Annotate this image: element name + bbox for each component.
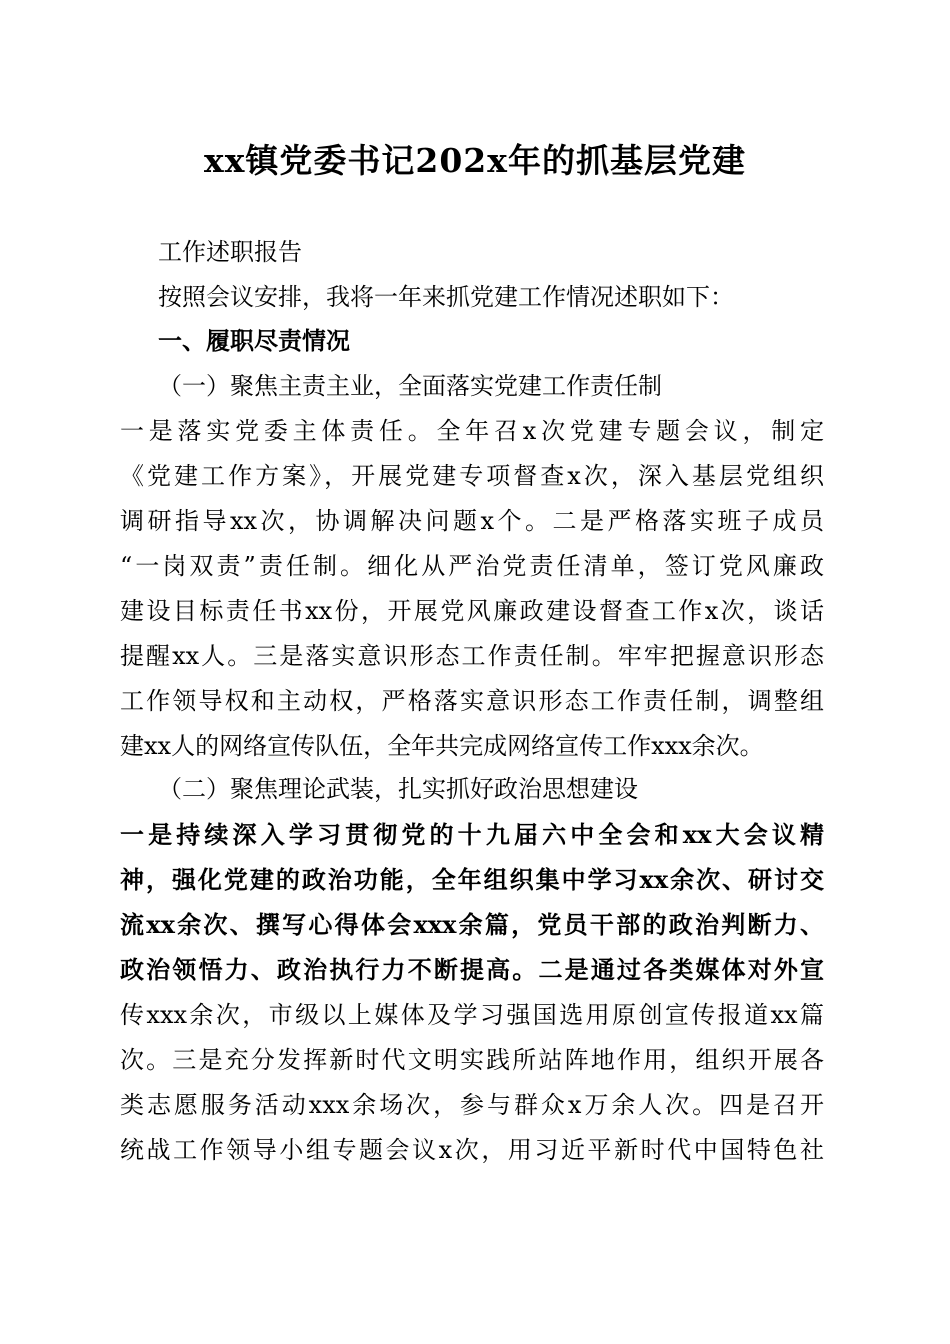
document-title: xx镇党委书记202x年的抓基层党建 bbox=[204, 141, 746, 180]
paragraph-line: 类志愿服务活动xxx余场次，参与群众x万余人次。四是召开 bbox=[120, 1091, 824, 1119]
intro-paragraph: 按照会议安排，我将一年来抓党建工作情况述职如下： bbox=[158, 283, 734, 311]
paragraph-line: 传xxx余次，市级以上媒体及学习强国选用原创宣传报道xx篇 bbox=[120, 1001, 824, 1029]
paragraph-line: 一是持续深入学习贯彻党的十九届六中全会和xx大会议精 bbox=[120, 820, 824, 849]
paragraph-line: 神，强化党建的政治功能，全年组织集中学习xx余次、研讨交 bbox=[120, 865, 824, 894]
paragraph-line: 一是落实党委主体责任。全年召x次党建专题会议，制定 bbox=[120, 417, 824, 445]
paragraph-line: 流xx余次、撰写心得体会xxx余篇，党员干部的政治判断力、 bbox=[120, 910, 824, 939]
paragraph-line: 调研指导xx次，协调解决问题x个。二是严格落实班子成员 bbox=[120, 507, 824, 535]
paragraph-line: “一岗双责”责任制。细化从严治党责任清单，签订党风廉政 bbox=[120, 552, 824, 580]
paragraph-line: 《党建工作方案》，开展党建专项督查x次，深入基层党组织 bbox=[120, 462, 824, 490]
paragraph-line: 工作领导权和主动权，严格落实意识形态工作责任制，调整组 bbox=[120, 687, 824, 715]
subsection-heading-1: （一）聚焦主责主业，全面落实党建工作责任制 bbox=[158, 372, 662, 400]
paragraph-line: 统战工作领导小组专题会议x次，用习近平新时代中国特色社 bbox=[120, 1136, 824, 1164]
paragraph-line: 次。三是充分发挥新时代文明实践所站阵地作用，组织开展各 bbox=[120, 1046, 824, 1074]
document-subtitle: 工作述职报告 bbox=[158, 238, 302, 266]
paragraph-line: 提醒xx人。三是落实意识形态工作责任制。牢牢把握意识形态 bbox=[120, 642, 824, 670]
subsection-heading-2: （二）聚焦理论武装，扎实抓好政治思想建设 bbox=[158, 775, 638, 803]
paragraph-line: 政治领悟力、政治执行力不断提高。二是通过各类媒体对外宣 bbox=[120, 955, 824, 984]
paragraph-line: 建xx人的网络宣传队伍，全年共完成网络宣传工作xxx余次。 bbox=[120, 732, 764, 760]
paragraph-line: 建设目标责任书xx份，开展党风廉政建设督查工作x次，谈话 bbox=[120, 597, 824, 625]
section-heading-1: 一、履职尽责情况 bbox=[158, 327, 350, 355]
